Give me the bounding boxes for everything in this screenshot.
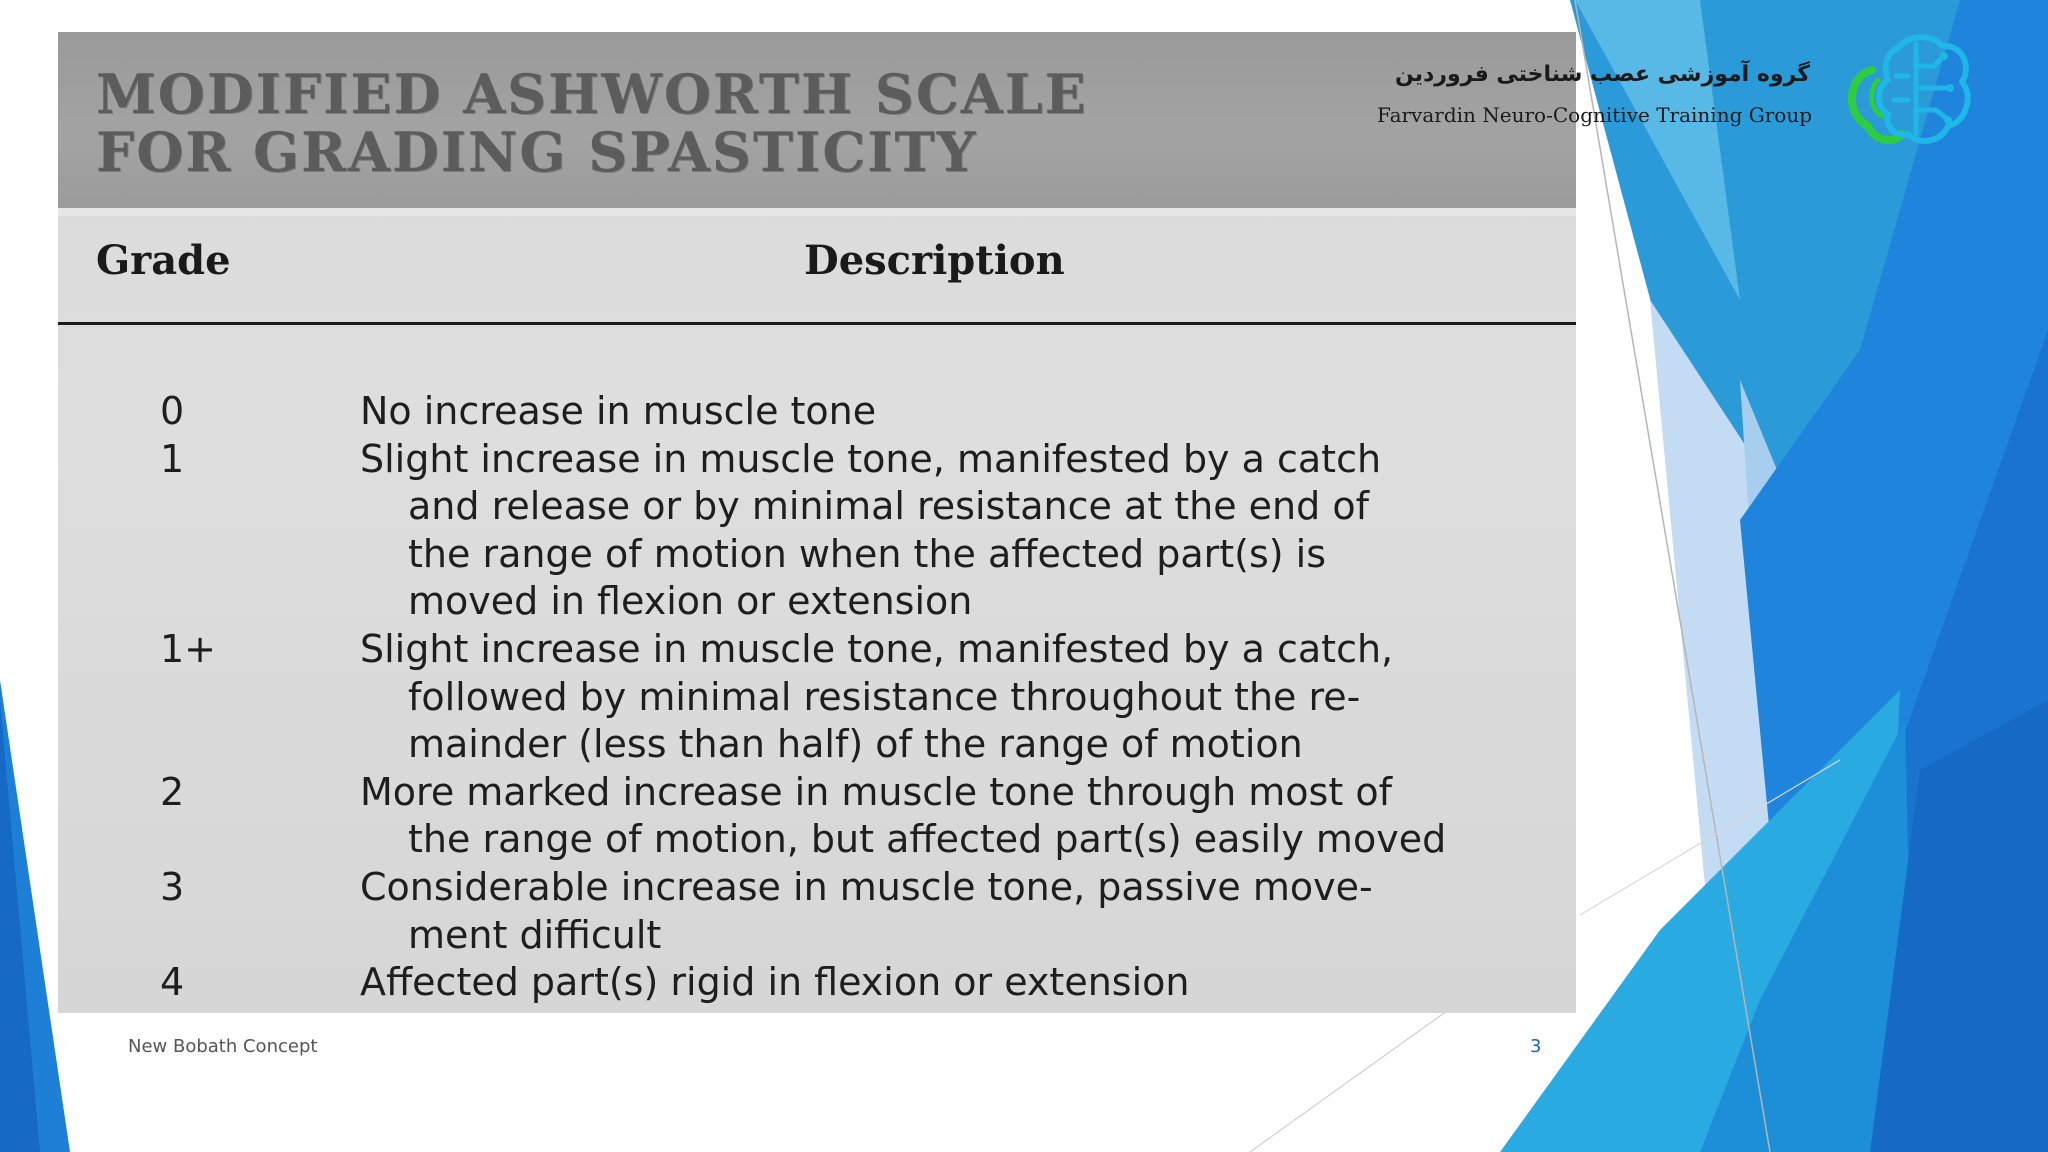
description-line: More marked increase in muscle tone through most of xyxy=(360,769,1392,814)
description-cell xyxy=(360,959,1560,1007)
grade-cell: 3 xyxy=(160,864,185,909)
table-title-line-2: FOR GRADING SPASTICITY xyxy=(96,120,978,184)
logo-name-english: Farvardin Neuro-Cognitive Training Group xyxy=(1377,103,1812,127)
description-line: Considerable increase in muscle tone, passive move- xyxy=(360,864,1373,909)
description-line: Affected part(s) rigid in flexion or extension xyxy=(360,960,1190,1005)
description-line: No increase in muscle tone xyxy=(360,389,877,433)
column-header-grade: Grade xyxy=(96,237,231,284)
description-line: moved in flexion or extension xyxy=(408,579,973,624)
grade-cell: 0 xyxy=(160,389,185,433)
table-row xyxy=(58,769,1576,864)
description-line: followed by minimal resistance throughout the re- xyxy=(408,674,1361,719)
page-number: 3 xyxy=(1530,1036,1542,1057)
grade-cell: 1 xyxy=(160,436,185,481)
table-body xyxy=(58,388,1576,1007)
table-row xyxy=(58,436,1576,626)
table-title-band xyxy=(58,32,1576,208)
column-header-description: Description xyxy=(804,237,1065,284)
description-line: ment difficult xyxy=(408,912,662,957)
table-row xyxy=(58,388,1576,436)
description-line: Slight increase in muscle tone, manifested by a catch xyxy=(360,436,1382,481)
description-line: the range of motion, but affected part(s) easily moved xyxy=(408,817,1447,862)
footer-text: New Bobath Concept xyxy=(128,1036,318,1057)
description-line: and release or by minimal resistance at the end of xyxy=(408,484,1369,529)
description-cell xyxy=(360,436,1560,626)
header-rule xyxy=(58,322,1576,325)
description-cell xyxy=(360,388,1560,436)
table-row xyxy=(58,959,1576,1007)
table-row xyxy=(58,626,1576,769)
grade-cell: 1+ xyxy=(160,626,217,671)
grade-cell: 2 xyxy=(160,769,185,814)
header-band xyxy=(58,208,1576,216)
brain-icon xyxy=(1838,30,1974,148)
table-row xyxy=(58,864,1576,959)
logo-name-persian: گروه آموزشی عصب شناختی فروردین xyxy=(1394,62,1810,87)
description-cell xyxy=(360,626,1560,769)
grade-cell: 4 xyxy=(160,960,185,1005)
description-line: mainder (less than half) of the range of motion xyxy=(408,722,1303,767)
description-line: Slight increase in muscle tone, manifested by a catch, xyxy=(360,626,1394,671)
description-cell xyxy=(360,864,1560,959)
description-cell xyxy=(360,769,1560,864)
description-line: the range of motion when the affected part(s) is xyxy=(408,531,1327,576)
table-title-line-1: MODIFIED ASHWORTH SCALE xyxy=(96,62,1088,126)
ashworth-scale-image xyxy=(58,32,1576,1013)
